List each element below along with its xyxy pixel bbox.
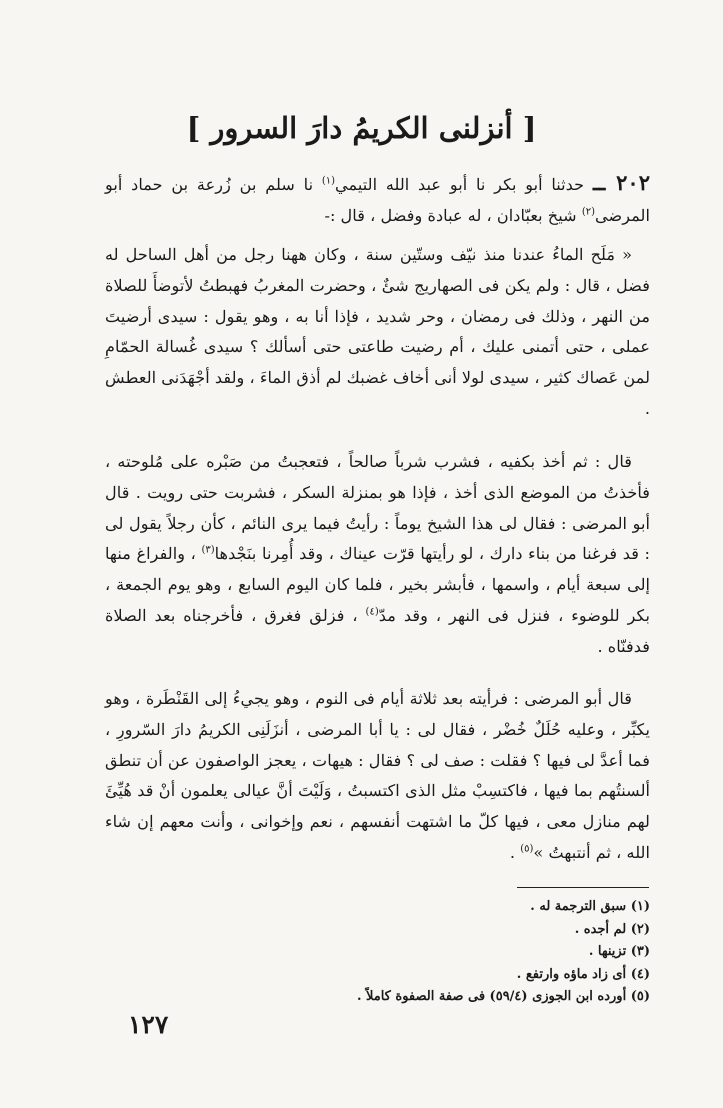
page-number: ١٢٧ bbox=[128, 1010, 169, 1039]
footnote-4: (٤) أى زاد ماؤه وارتفع . bbox=[516, 966, 650, 982]
paragraph-2-text-a: قال : ثم أخذ بكفيه ، فشرب شرباً صالحاً ، فتعجبتُ من صَبْره على مُلوحته ، فأخذتُ من الموضع الذى أخذ ، فإذا هو بمنزلة السكر ، فشربت حتى رويت . قال أبو المرضى : فقال لى هذا الشيخ يوماً : رأيتُ فيما يرى النائم ، كأن رجلاً يقول لى : قد فرغنا من بناء دارك ، لو رأيتها قرّت عيناك ، وقد أُمِرنا بنَجْدها bbox=[105, 452, 650, 564]
intro-text-2: نا سلم بن زُرعة بن حماد أبو المرضى bbox=[105, 175, 650, 225]
footnote-ref-2[interactable]: (٢) bbox=[581, 206, 596, 218]
footnote-ref-1[interactable]: (١) bbox=[321, 175, 336, 187]
paragraph-2-text-c: ، فزلق فغرق ، فأخرجناه بعد الصلاة فدفنّاه . bbox=[105, 605, 650, 656]
section-title: [ أنزلنى الكريمُ دارَ السرور ] bbox=[186, 111, 537, 145]
footnote-ref-5[interactable]: (٥) bbox=[520, 843, 534, 855]
hadith-intro bbox=[105, 168, 650, 232]
intro-paragraph bbox=[105, 168, 650, 232]
intro-text-3: شيخ بعبّادان ، له عبادة وفضل ، قال :- bbox=[324, 205, 582, 225]
paragraph-1-text: « مَلَح الماءُ عندنا منذ نيّف وستّين سنة ، وكان ههنا رجل من أهل الساحل له فضل ، قال : ولم يكن فى الصهاريج شئٌ ، وحضرت المغربُ فهبطتُ لأتوضأَ للصلاة من النهر ، وذلك فى رمضان ، وحر شديد ، فإذا أنا به ، وهو يقول : سيدى أرضيتَ عملى ، حتى أتمنى عليك ، أم رضيت طاعتى حتى أسألك ؟ سيدى غُسالة الحمّامِ لمن عَصاك كثير ، سيدى لولا أنى أخاف غضبك لم أذق الماءَ ، ولقد أجْهَدَنى العطش . bbox=[105, 245, 650, 418]
footnote-ref-3[interactable]: (٣) bbox=[201, 545, 215, 556]
paragraph-3-text-b: . bbox=[509, 842, 521, 862]
footnote-divider bbox=[517, 887, 649, 888]
paragraph-2 bbox=[105, 447, 650, 663]
intro-text-1: حدثنا أبو بكر نا أبو عبد الله التيمي bbox=[335, 175, 593, 194]
paragraph-3-text-a: قال أبو المرضى : فرأيته بعد ثلاثة أيام فى النوم ، وهو يجيءُ إلى القَنْطَرة ، وهو يكبِّر ، وعليه حُلَلٌ خُضْر ، فقال لى : يا أبا المرضى ، أنزَلَنِى الكريمُ دارَ السّرورِ ، فما أعدَّ لى فيها ؟ فقلت : صف لى ؟ فقال : هيهات ، يعجز الواصفون عن أن تنطق ألسنتُهم بما فيها ، فاكتسِبْ مثل الذى اكتسبتُ ، وَلَيْتَ أنَّ عيالى يعلمون أنْ قد هُيِّئَ لهم منازل معى ، فيها كلّ ما اشتهت أنفسهم ، نعم وإخوانى ، وأنت معهم إن شاء الله ، ثم أنتبهتُ » bbox=[105, 689, 650, 862]
footnote-5: (٥) أورده ابن الجوزى (٥٩/٤) فى صفة الصفوة كاملاً . bbox=[356, 989, 650, 1005]
footnote-ref-4[interactable]: (٤) bbox=[365, 606, 379, 618]
footnote-2: (٢) لم أجده . bbox=[574, 921, 650, 937]
hadith-number: ٢٠٢ ــ bbox=[592, 170, 650, 195]
paragraph-3 bbox=[105, 684, 650, 869]
paragraph-2-text-b: ، والفراغ منها إلى سبعة أيام ، واسمها ، فأبشر بخير ، فلما كان اليوم السابع ، وهو يوم الجمعة ، بكر للوضوء ، فنزل فى النهر ، وقد مدّ bbox=[105, 544, 650, 625]
footnote-3: (٣) تزينها . bbox=[588, 944, 650, 960]
footnotes bbox=[300, 896, 650, 1009]
footnote-1: (١) سبق الترجمة له . bbox=[530, 899, 650, 914]
paragraph-1 bbox=[105, 240, 650, 425]
